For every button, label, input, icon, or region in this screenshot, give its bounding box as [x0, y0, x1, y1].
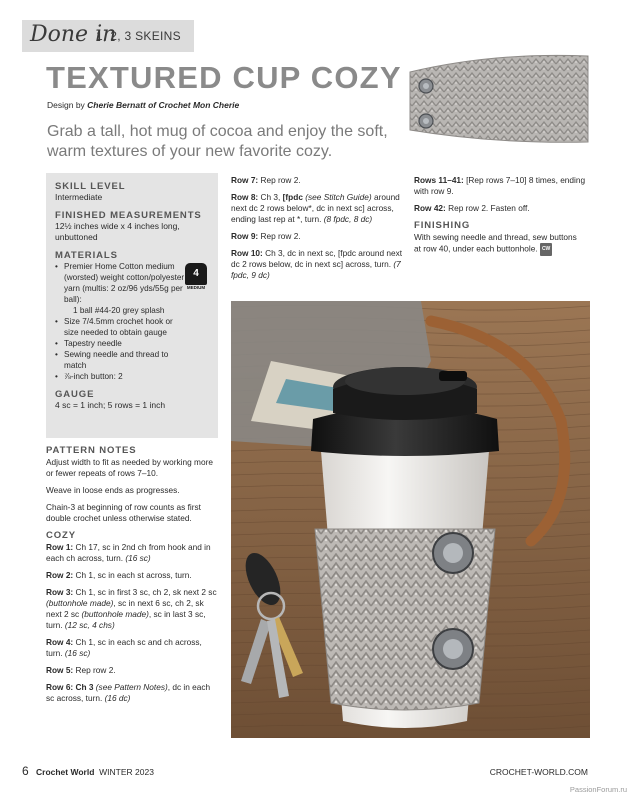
row-instruction: Rows 11–41: [Rep rows 7–10] 8 times, ending with row 9. — [414, 175, 586, 196]
button-icon — [433, 629, 473, 669]
row-instruction: Row 8: Ch 3, [fpdc (see Stitch Guide) around next dc 2 rows below*, dc in next sc] across, ending last rep at *, turn. (8 fpdc, 8 dc) — [231, 192, 400, 224]
skill-level-heading: SKILL LEVEL — [55, 181, 126, 192]
column-right — [414, 175, 586, 262]
measurements-value: 12½ inches wide x 4 inches long, unbuttoned — [55, 221, 180, 242]
tagline: Grab a tall, hot mug of cocoa and enjoy the soft, warm textures of your new favorite cozy. — [47, 123, 388, 160]
yarn-weight-number: 4 — [185, 263, 207, 285]
pattern-notes-heading: PATTERN NOTES — [46, 445, 137, 456]
main-photo — [231, 301, 590, 738]
byline-prefix: Design by — [47, 100, 88, 110]
cozy-heading: COZY — [46, 530, 76, 541]
magazine-credit: Crochet World WINTER 2023 — [36, 767, 154, 777]
row-instruction: Row 3: Ch 1, sc in first 3 sc, ch 2, sk next 2 sc (buttonhole made), sc in next 6 sc, ch 2, sk next 2 sc (buttonhole made), sc in last 3 sc, turn. (12 sc, 4 chs) — [46, 587, 217, 630]
list-item: • ⅞-inch button: 2 — [55, 371, 185, 382]
site-url: CROCHET-WORLD.COM — [489, 767, 588, 777]
yarn-weight-label: MEDIUM — [186, 285, 206, 290]
series-skeins: 1, 2, 3 SKEINS — [96, 29, 181, 43]
measurements-heading: FINISHED MEASUREMENTS — [55, 210, 202, 221]
list-item: • Premier Home Cotton medium (worsted) weight cotton/polyester yarn (multis: 2 oz/96 yds/55g per ball): — [55, 261, 185, 305]
column-middle — [231, 175, 405, 287]
row-instruction: Row 2: Ch 1, sc in each st across, turn. — [46, 570, 192, 580]
button-icon — [433, 533, 473, 573]
page-title: TEXTURED CUP COZY — [46, 60, 402, 95]
inset-photo — [404, 44, 591, 160]
row-instruction: Row 9: Rep row 2. — [231, 231, 301, 241]
gauge-value: 4 sc = 1 inch; 5 rows = 1 inch — [55, 400, 166, 410]
yarn-weight-icon — [185, 263, 207, 291]
list-item: • Size 7/4.5mm crochet hook or size needed to obtain gauge — [55, 316, 185, 338]
skill-level-value: Intermediate — [55, 192, 103, 202]
list-item: 1 ball #44-20 grey splash — [73, 306, 165, 315]
designer-name: Cherie Bernatt of Crochet Mon Cherie — [87, 100, 240, 110]
finishing-text: With sewing needle and thread, sew buttons at row 40, under each buttonhole. CW — [414, 232, 586, 256]
byline — [47, 100, 239, 110]
gauge-heading: GAUGE — [55, 389, 95, 400]
materials-sidebar — [46, 173, 218, 438]
row-instruction: Row 4: Ch 1, sc in each sc and ch across, turn. (16 sc) — [46, 637, 202, 658]
row-instruction: Row 1: Ch 17, sc in 2nd ch from hook and in each ch across, turn. (16 sc) — [46, 542, 211, 563]
series-script: Done in — [30, 22, 117, 47]
pattern-note: Chain-3 at beginning of row counts as first double crochet unless otherwise stated. — [46, 502, 201, 523]
row-instruction: Row 7: Rep row 2. — [231, 175, 301, 185]
row-instruction: Row 42: Rep row 2. Fasten off. — [414, 203, 530, 213]
finishing-heading: FINISHING — [414, 220, 471, 231]
list-item: • Tapestry needle — [55, 338, 185, 349]
cw-end-mark: CW — [540, 243, 552, 256]
list-item: • Sewing needle and thread to match — [55, 349, 185, 371]
column-left — [46, 445, 218, 710]
flat-cozy-illustration — [404, 44, 591, 160]
row-instruction: Row 10: Ch 3, dc in next sc, [fpdc around next dc 2 rows below, dc in next sc] across, turn. (7 fpdc, 9 dc) — [231, 248, 403, 280]
watermark: PassionForum.ru — [569, 785, 627, 794]
cup-cozy-illustration — [231, 301, 590, 738]
pattern-note: Weave in loose ends as progresses. — [46, 485, 180, 495]
row-instruction: Row 5: Rep row 2. — [46, 665, 116, 675]
page-number: 6 — [22, 764, 29, 778]
pattern-note: Adjust width to fit as needed by working more or fewer repeats of rows 7–10. — [46, 457, 213, 478]
row-instruction: Row 6: Ch 3 (see Pattern Notes), dc in each sc across, turn. (16 dc) — [46, 682, 211, 703]
materials-heading: MATERIALS — [55, 250, 118, 261]
